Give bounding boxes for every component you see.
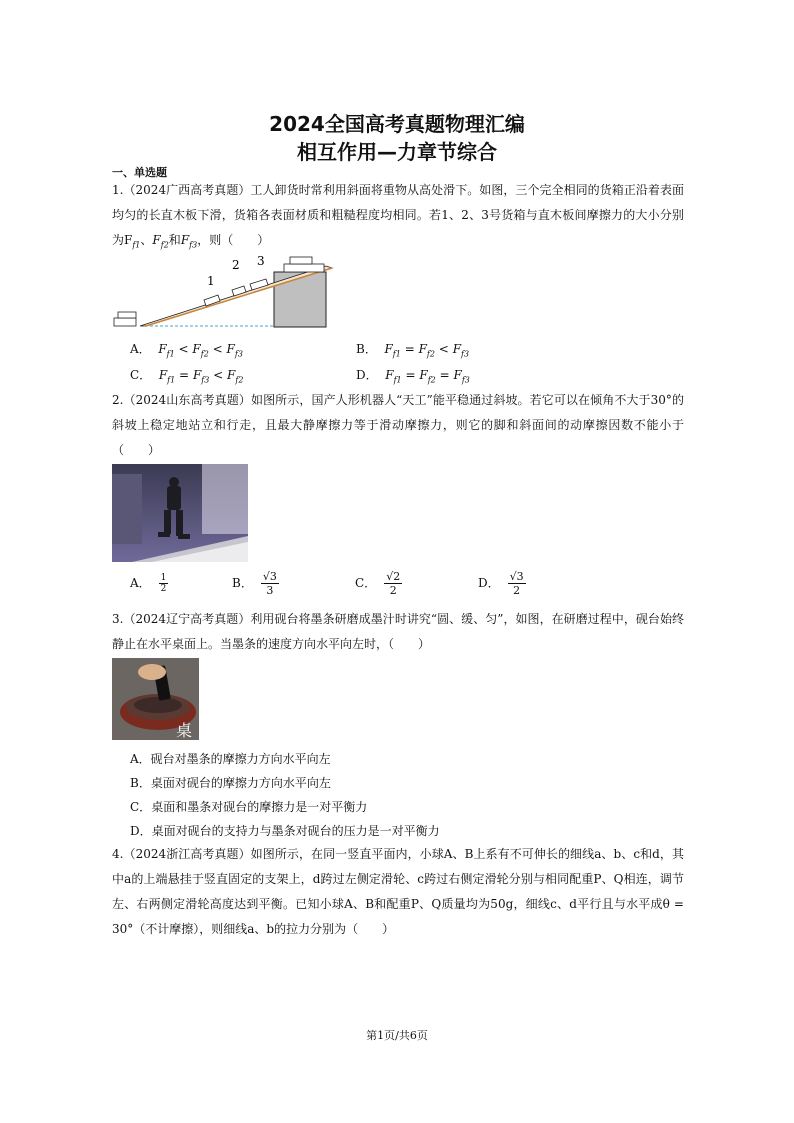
option-label: B． xyxy=(232,576,253,590)
term: F xyxy=(419,368,428,382)
q1-f1-sub: f1 xyxy=(132,240,141,250)
op: < xyxy=(178,342,189,356)
sub: f1 xyxy=(167,375,176,385)
q2-option-a[interactable] xyxy=(130,573,168,594)
sub: f2 xyxy=(426,349,435,359)
option-text: 砚台对墨条的摩擦力方向水平向左 xyxy=(150,752,331,766)
option-label: B． xyxy=(356,342,377,356)
op: = xyxy=(405,368,416,382)
bottom-boxes xyxy=(114,312,136,326)
q3-option-b[interactable] xyxy=(130,774,331,792)
q2-option-d[interactable] xyxy=(478,570,526,597)
fraction xyxy=(159,573,169,594)
term: F xyxy=(453,368,462,382)
term: F xyxy=(226,342,235,356)
q3-option-a[interactable] xyxy=(130,750,331,768)
sub: f3 xyxy=(461,375,470,385)
inkstone-photo xyxy=(112,658,199,740)
sub: f3 xyxy=(461,349,470,359)
option-label: A． xyxy=(130,576,151,590)
term: F xyxy=(384,342,393,356)
term: F xyxy=(158,342,167,356)
title-line-2: 相互作用—力章节综合 xyxy=(297,140,497,164)
denominator: 3 xyxy=(266,584,274,597)
page-footer: 第1页/共6页 xyxy=(366,1029,428,1042)
q1-sep2: 和 xyxy=(168,233,181,247)
option-label: B． xyxy=(130,776,151,790)
term: F xyxy=(192,368,202,382)
option-label: A． xyxy=(130,342,151,356)
question-2-text: 2.（2024山东高考真题）如图所示，国产人形机器人“天工”能平稳通过斜坡。若它可以在倾角不大于30°的斜坡上稳定地站立和行走，且最大静摩擦力等于滑动摩擦力，则它的脚和斜面间的动摩擦因数不能小于（ ） xyxy=(112,393,684,457)
q3-option-d[interactable] xyxy=(130,822,440,840)
q1-tail: ，则（ ） xyxy=(197,233,270,247)
term: F xyxy=(385,368,394,382)
option-text: 桌面对砚台的摩擦力方向水平向左 xyxy=(150,776,331,790)
top-boxes xyxy=(284,257,324,272)
sub: f2 xyxy=(235,375,244,385)
option-label: D． xyxy=(478,576,500,590)
term: F xyxy=(192,342,201,356)
option-label: C． xyxy=(130,368,152,382)
fig-label-3: 3 xyxy=(257,254,265,268)
robot-photo xyxy=(112,464,248,562)
denominator: 2 xyxy=(160,584,167,594)
numerator: √3 xyxy=(509,570,524,583)
option-label: D． xyxy=(130,824,152,838)
question-4-text: 4.（2024浙江高考真题）如图所示，在同一竖直平面内，小球A、B上系有不可伸长的细线a、b、c和d，其中a的上端悬挂于竖直固定的支架上，d跨过左侧定滑轮、c跨过右侧定滑轮分别与相同配重P、Q相连，调节左、右两侧定滑轮高度达到平衡。已知小球A、B和配重P、Q质量均为50g，细线c、d平行且与水平成θ = 30°（不计摩擦），则细线a、b的拉力分别为（ ） xyxy=(112,847,684,936)
q1-option-a[interactable] xyxy=(130,340,243,363)
option-text: 桌面对砚台的支持力与墨条对砚台的压力是一对平衡力 xyxy=(151,824,440,838)
fraction xyxy=(508,570,526,597)
option-label: A． xyxy=(130,752,151,766)
numerator: 1 xyxy=(160,573,167,583)
fraction xyxy=(261,570,279,597)
denominator: 2 xyxy=(389,584,397,597)
sub: f3 xyxy=(201,375,210,385)
question-1-text xyxy=(112,178,684,257)
option-label: C． xyxy=(130,800,152,814)
option-text: 桌面和墨条对砚台的摩擦力是一对平衡力 xyxy=(151,800,368,814)
q1-sep1: 、 xyxy=(140,233,153,247)
option-label: D． xyxy=(356,368,378,382)
q1-f3: F xyxy=(180,233,190,247)
section-heading: 一、单选题 xyxy=(112,166,167,179)
op: = xyxy=(404,342,415,356)
fig-label-1: 1 xyxy=(207,274,215,288)
option-label: C． xyxy=(355,576,377,590)
q1-option-d[interactable] xyxy=(356,366,470,389)
op: = xyxy=(179,368,190,382)
q1-stem: 1.（2024广西高考真题）工人卸货时常利用斜面将重物从高处滑下。如图，三个完全相同的货箱正沿着表面均匀的长直木板下滑，货箱各表面材质和粗糙程度均相同。若1、2、3号货箱与直木板间摩擦力的大小分别为F xyxy=(112,183,684,247)
sub: f1 xyxy=(393,375,402,385)
q1-f2-sub: f2 xyxy=(160,240,169,250)
table-label: 桌 xyxy=(175,721,193,740)
q3-option-c[interactable] xyxy=(130,798,367,816)
term: F xyxy=(452,342,462,356)
q1-option-b[interactable] xyxy=(356,340,469,363)
q1-f3-sub: f3 xyxy=(189,240,198,250)
sub: f3 xyxy=(234,349,243,359)
q1-option-c[interactable] xyxy=(130,366,243,389)
numerator: √2 xyxy=(386,570,401,583)
ramp-figure xyxy=(112,252,334,332)
fig-label-2: 2 xyxy=(232,258,240,272)
q1-f2: F xyxy=(152,233,161,247)
op: < xyxy=(438,342,449,356)
term: F xyxy=(418,342,427,356)
sub: f1 xyxy=(392,349,401,359)
op: < xyxy=(212,342,223,356)
sub: f2 xyxy=(427,375,436,385)
denominator: 2 xyxy=(513,584,521,597)
numerator: √3 xyxy=(262,570,277,583)
q2-option-b[interactable] xyxy=(232,570,279,597)
sub: f2 xyxy=(200,349,209,359)
fraction xyxy=(384,570,402,597)
question-3-text: 3.（2024辽宁高考真题）利用砚台将墨条研磨成墨汁时讲究“圆、缓、匀”，如图，在研磨过程中，砚台始终静止在水平桌面上。当墨条的速度方向水平向左时，（ ） xyxy=(112,612,684,651)
q2-option-c[interactable] xyxy=(355,570,402,597)
sub: f1 xyxy=(166,349,175,359)
term: F xyxy=(158,368,168,382)
title-line-1: 2024全国高考真题物理汇编 xyxy=(269,112,525,136)
term: F xyxy=(227,368,236,382)
op: < xyxy=(213,368,224,382)
op: = xyxy=(439,368,450,382)
